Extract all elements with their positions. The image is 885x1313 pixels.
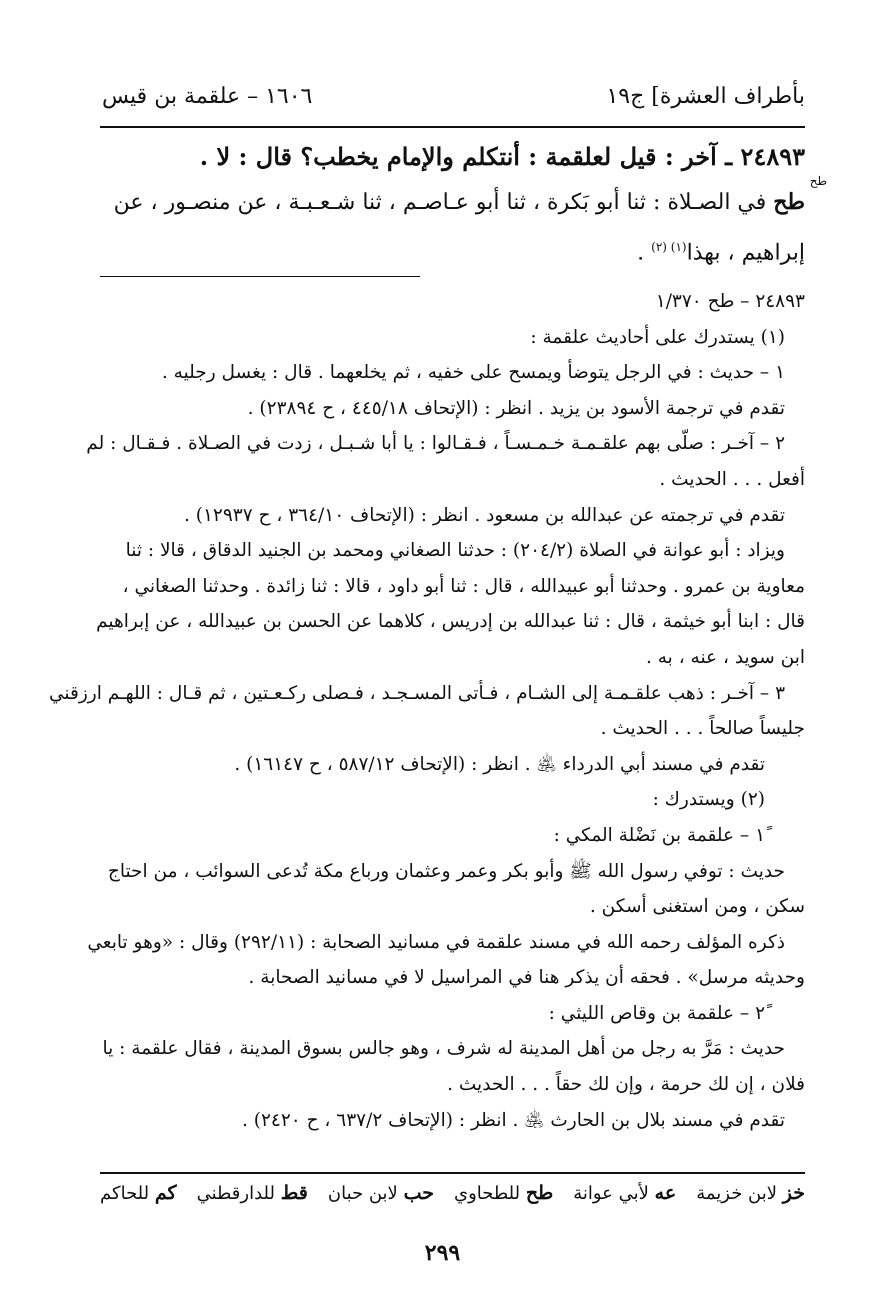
margin-source-tag: طح (809, 174, 827, 188)
note-line: ١ – حديث : في الرجل يتوضأ ويمسح على خفيه ، ثم يخلعهما . قال : يغسل رجليه . (161, 362, 785, 384)
abbrev-item: قط للدارقطني (196, 1182, 308, 1204)
abbrev-item: خز لابن خزيمة (696, 1182, 805, 1204)
page-number: ٢٩٩ (424, 1240, 461, 1266)
abbrev-item: عه لأبي عوانة (573, 1182, 677, 1204)
running-header-title: بأطراف العشرة] ج١٩ (606, 84, 805, 109)
source-abbr: طح (773, 189, 805, 215)
hadith-entry (100, 136, 827, 275)
note-line: حديث : توفي رسول الله ﷺ وأبو بكر وعمر وعثمان ورباع مكة تُدعى السوائب ، من احتاج (107, 860, 785, 882)
note-line: ذكره المؤلف رحمه الله في مسند علقمة في مسانيد الصحابة : (٢٩٢/١١) وقال : «وهو تابعي (87, 931, 785, 953)
entry-line-1: طح في الصـلاة : ثنا أبو بَكرة ، ثنا أبو عـاصـم ، ثنا شـعـبـة ، عن منصـور ، عن (113, 189, 805, 215)
note-line: ٢٤٨٩٣ – طح ١/٣٧٠ (655, 291, 805, 312)
abbreviations-legend (100, 1182, 805, 1204)
note-line: ويزاد : أبو عوانة في الصلاة (٢٠٤/٢) : حدثنا الصغاني ومحمد بن الجنيد الدقاق ، قالا : ثنا (125, 540, 785, 562)
footnote-refs: (١) (٢) (651, 240, 687, 254)
note-line: تقدم في مسند أبي الدرداء ﵁ . انظر : (الإتحاف ٥٨٧/١٢ ، ح ١٦١٤٧) . (234, 753, 765, 775)
note-line: وحديثه مرسل» . فحقه أن يذكر هنا في المراسيل لا في مسانيد الصحابة . (248, 967, 805, 989)
note-line: ١ً – علقمة بن نَضْلة المكي : (553, 824, 765, 846)
note-line: حديث : مَرَّ به رجل من أهل المدينة له شرف ، وهو جالس بسوق المدينة ، فقال علقمة : يا (102, 1038, 785, 1060)
entry-body (100, 180, 805, 275)
note-line: تقدم في ترجمته عن عبدالله بن مسعود . انظر : (الإتحاف ٣٦٤/١٠ ، ح ١٢٩٣٧) . (183, 504, 785, 526)
note-line: ٢ً – علقمة بن وقاص الليثي : (548, 1002, 765, 1024)
note-line: تقدم في ترجمة الأسود بن يزيد . انظر : (الإتحاف ٤٤٥/١٨ ، ح ٢٣٨٩٤) . (247, 397, 785, 419)
entry-line-2: إبراهيم ، بهذا$^{(١) (٢)}$ . (637, 240, 805, 266)
note-line: معاوية بن عمرو . وحدثنا أبو عبيدالله ، قال : ثنا أبو داود ، قالا : ثنا زائدة . وحدثنا الصغاني ، (122, 575, 805, 597)
note-line: جليساً صالحاً . . . الحديث . (600, 718, 805, 740)
footnote-rule (100, 276, 420, 277)
abbrev-item: طح للطحاوي (453, 1182, 554, 1204)
note-line: ٢ – آخـر : صلّى بهم علقـمـة خـمـسـاً ، فـقـالوا : يا أبا شـبـل ، زدت في الصـلاة . فـقـال : لم (86, 433, 785, 455)
abbrev-item: كم للحاكم (100, 1182, 177, 1204)
abbrev-item: حب لابن حبان (327, 1182, 434, 1204)
note-line: قال : ابنا أبو خيثمة ، قال : ثنا عبدالله بن إدريس ، كلاهما عن الحسن بن عبيدالله ، عن إبراهيم (96, 611, 805, 633)
note-line: ٣ – آخـر : ذهب علقـمـة إلى الشـام ، فـأتى المسـجـد ، فـصلى ركـعـتين ، ثم قـال : اللهـم ارزقني (49, 682, 785, 704)
note-line: (١) يستدرك على أحاديث علقمة : (530, 326, 785, 348)
note-line: سكن ، ومن استغنى أسكن . (589, 896, 805, 918)
abbreviations-rule (100, 1172, 805, 1174)
note-line: تقدم في مسند بلال بن الحارث ﵁ . انظر : (الإتحاف ٦٣٧/٢ ، ح ٢٤٢٠) . (241, 1109, 785, 1131)
footnotes (49, 284, 805, 1138)
entry-title: ٢٤٨٩٣ ـ آخر : قيل لعلقمة : أنتكلم والإمام يخطب؟ قال : لا . (199, 142, 805, 171)
note-line: أفعل . . . الحديث . (659, 468, 805, 490)
header-rule (100, 126, 805, 128)
note-line: (٢) ويستدرك : (652, 789, 765, 811)
note-line: ابن سويد ، عنه ، به . (645, 646, 805, 668)
note-line: فلان ، إن لك حرمة ، وإن لك حقاً . . . الحديث . (447, 1074, 805, 1096)
running-header-section: ١٦٠٦ – علقمة بن قيس (102, 84, 313, 109)
